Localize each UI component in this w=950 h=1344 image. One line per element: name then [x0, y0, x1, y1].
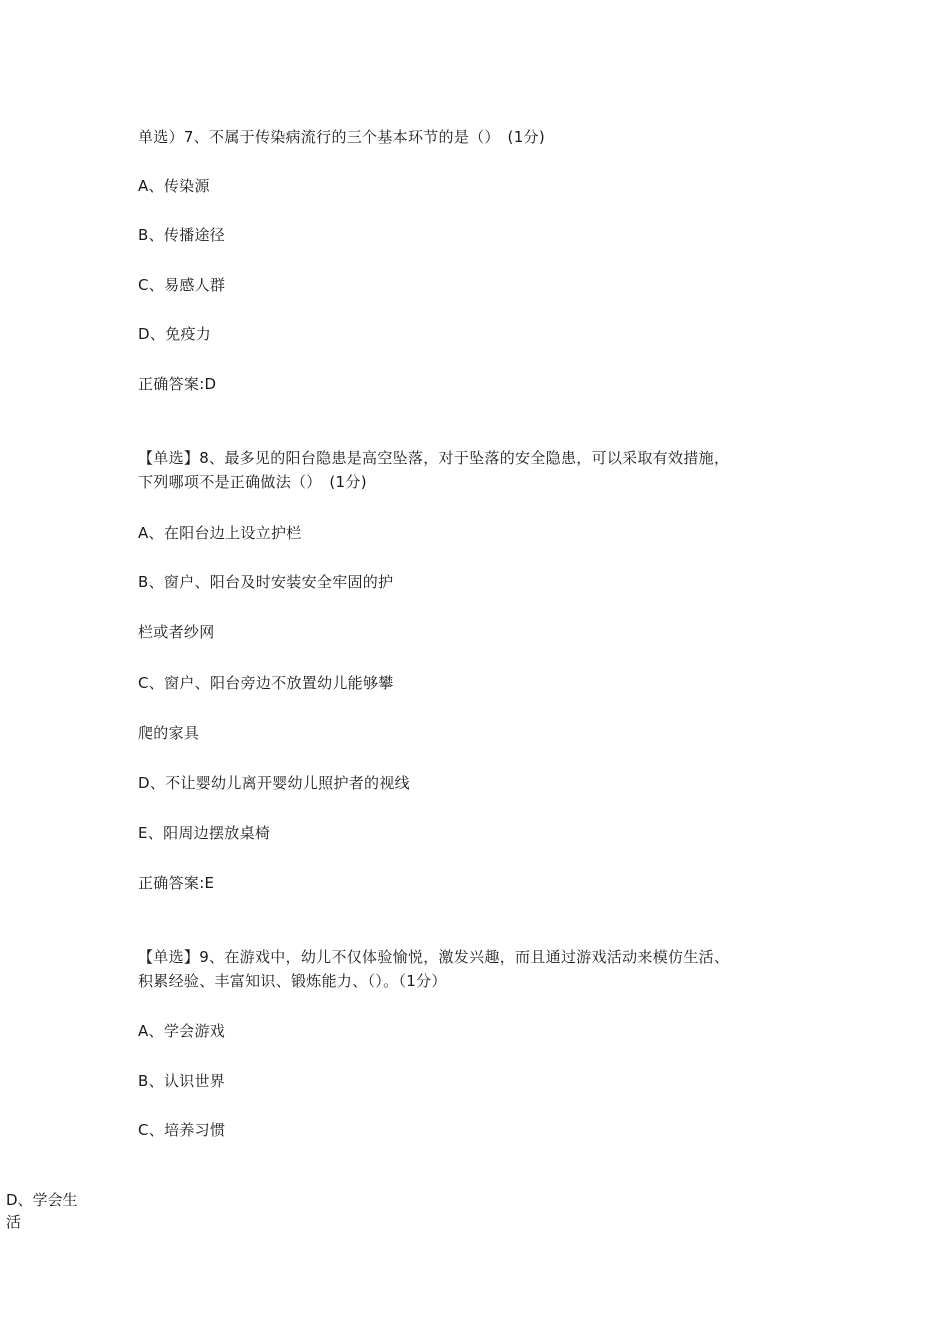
question-8-option-a: A、在阳台边上设立护栏	[138, 524, 302, 542]
question-8-option-b: B、窗户、阳台及时安装安全牢固的护	[138, 573, 394, 591]
question-8-stem-line-1: 【单选】8、最多见的阳台隐患是高空坠落，对于坠落的安全隐患，可以采取有效措施，	[138, 449, 730, 467]
question-7-option-b: B、传播途径	[138, 226, 226, 244]
question-8-option-e: E、阳周边摆放桌椅	[138, 824, 271, 842]
question-8-option-c: C、窗户、阳台旁边不放置幼儿能够攀	[138, 674, 394, 692]
question-7-stem: 单选）7、不属于传染病流行的三个基本环节的是（） (1分)	[138, 128, 545, 146]
question-9-option-d-line-1: D、学会生	[6, 1191, 78, 1209]
question-9-option-a: A、学会游戏	[138, 1022, 226, 1040]
question-9-option-d-line-2: 活	[6, 1213, 22, 1231]
question-7-option-a: A、传染源	[138, 177, 210, 195]
question-8-option-b-continued: 栏或者纱网	[138, 623, 215, 641]
question-9-stem-line-2: 积累经验、丰富知识、锻炼能力、（）。（1分）	[138, 972, 447, 990]
question-8-answer: 正确答案:E	[138, 874, 215, 892]
question-7-option-c: C、易感人群	[138, 276, 226, 294]
question-8-option-d: D、不让婴幼儿离开婴幼儿照护者的视线	[138, 774, 410, 792]
question-9-option-c: C、培养习惯	[138, 1121, 226, 1139]
question-7-answer: 正确答案:D	[138, 375, 217, 393]
question-8-stem-line-2: 下列哪项不是正确做法（） (1分)	[138, 473, 367, 491]
question-8-option-c-continued: 爬的家具	[138, 724, 200, 742]
question-9-option-b: B、认识世界	[138, 1072, 226, 1090]
question-9-stem-line-1: 【单选】9、在游戏中，幼儿不仅体验愉悦，激发兴趣，而且通过游戏活动来模仿生活、	[138, 948, 730, 966]
question-7-option-d: D、免疫力	[138, 325, 212, 343]
